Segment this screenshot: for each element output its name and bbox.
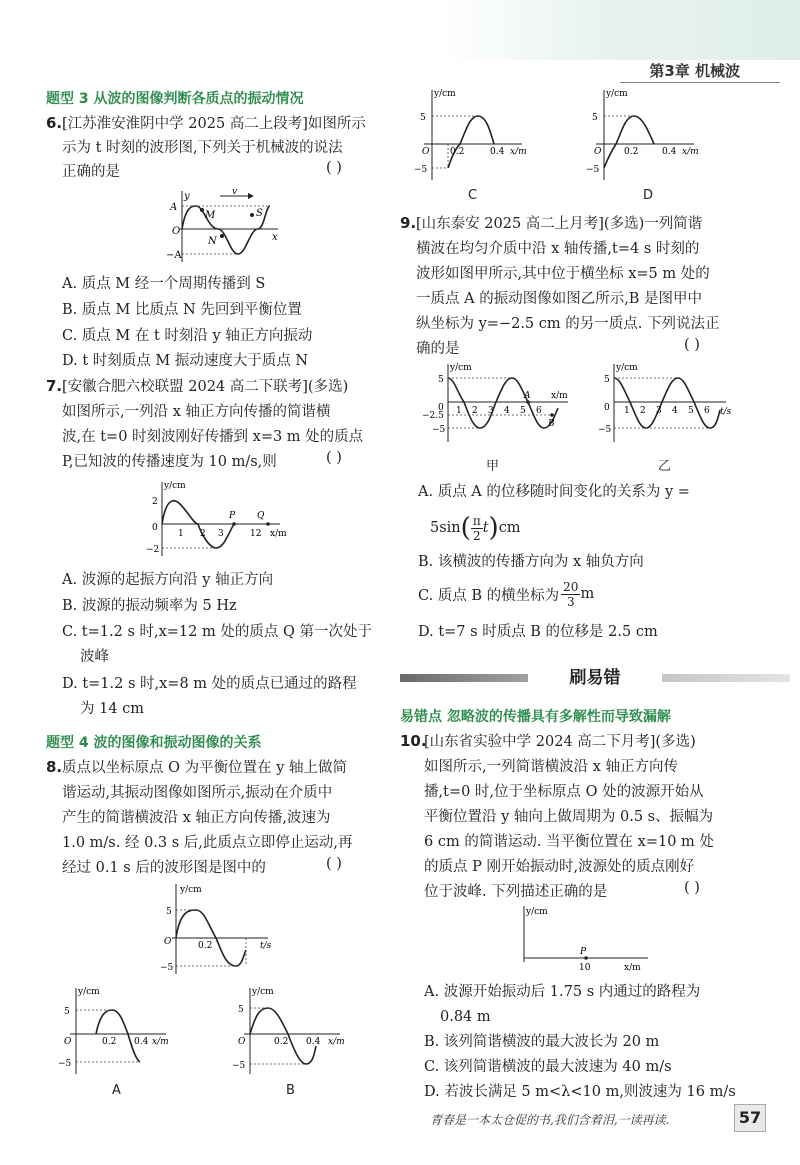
q8a-p5-label: 5 xyxy=(64,1007,70,1017)
q7-P-label: P xyxy=(229,511,236,521)
q9a-tick-1: 1 xyxy=(456,406,462,416)
q9-number: 9. xyxy=(400,214,417,232)
q8b-p5-label: 5 xyxy=(238,1005,244,1015)
q8-line-5: 经过 0.1 s 后的波形图是图中的 xyxy=(62,860,266,876)
q6-x-label: x xyxy=(272,232,278,243)
q9b-origin-label: 0 xyxy=(604,403,610,413)
q10-number: 10. xyxy=(400,732,427,750)
q6-point-S xyxy=(250,213,254,217)
q8b-wave-curve xyxy=(250,1008,316,1064)
q9-formula-lparen: ( xyxy=(460,513,471,543)
q9-option-c-unit: m xyxy=(580,586,595,602)
q7-tick-3: 3 xyxy=(218,529,224,539)
q10-x-label: x/m xyxy=(624,963,641,973)
q9b-vibration-curve xyxy=(614,378,720,428)
q9b-tick-2: 2 xyxy=(640,406,646,416)
q7-y2-label: 2 xyxy=(152,497,158,507)
q6-line-1: [江苏淮安淮阴中学 2025 高二上段考]如图所示 xyxy=(62,116,366,132)
q7-option-c: C. t=1.2 s 时,x=12 m 处的质点 Q 第一次处于 xyxy=(62,624,372,640)
q9-line-4: 一质点 A 的振动图像如图乙所示,B 是图甲中 xyxy=(416,291,703,307)
q6-negA-label: −A xyxy=(166,250,182,261)
q8a-n5-label: −5 xyxy=(58,1059,72,1069)
q10-line-1: [山东省实验中学 2024 高二下月考](多选) xyxy=(424,734,696,750)
q9-formula-rparen: ) xyxy=(488,513,499,543)
error-point-title: 易错点 忽略波的传播具有多解性而导致漏解 xyxy=(400,709,671,725)
q9a-point-B xyxy=(550,413,554,417)
q8d-origin-label: O xyxy=(594,147,602,157)
q9-option-b: B. 该横波的传播方向为 x 轴负方向 xyxy=(418,554,644,570)
q8b-x-label: x/m xyxy=(328,1037,345,1047)
q6-M-label: M xyxy=(205,210,216,221)
q6-line-3: 正确的是 xyxy=(62,164,120,180)
q9b-tick-4: 4 xyxy=(672,406,678,416)
q9-formula-t: t xyxy=(482,520,489,536)
q9-formula-den: 2 xyxy=(472,528,481,543)
q8a-tick-04: 0.4 xyxy=(134,1037,149,1047)
q9-option-c xyxy=(418,576,594,612)
q8a-origin-label: O xyxy=(64,1037,72,1047)
q8-t-label: t/s xyxy=(260,941,272,951)
footer-quote: 青春是一本太仓促的书,我们含着泪,一读再读. xyxy=(430,1113,670,1127)
q9-line-5: 纵坐标为 y=−2.5 cm 的另一质点. 下列说法正 xyxy=(416,316,720,332)
q10-answer-bracket: ( ) xyxy=(684,880,700,896)
q9-formula-num: π xyxy=(472,513,481,528)
q9-answer-bracket: ( ) xyxy=(684,337,700,353)
q7-point-Q xyxy=(266,522,270,526)
q8a-tick-02: 0.2 xyxy=(102,1037,117,1047)
header-rule xyxy=(620,82,780,83)
q8c-tick-04: 0.4 xyxy=(490,147,505,157)
q9a-tick-2: 2 xyxy=(472,406,478,416)
q8a-x-label: x/m xyxy=(152,1037,169,1047)
q9a-tick-6: 6 xyxy=(536,406,542,416)
q6-N-label: N xyxy=(208,236,217,247)
q6-option-d: D. t 时刻质点 M 振动速度大于质点 N xyxy=(62,353,309,369)
q9a-origin-label: 0 xyxy=(438,403,444,413)
q8d-wave-curve xyxy=(604,116,654,168)
q8c-y-label: y/cm xyxy=(434,89,456,99)
q10-line-6: 的质点 P 刚开始振动时,波源处的质点刚好 xyxy=(424,859,695,875)
q9b-y-label: y/cm xyxy=(616,363,638,373)
q6-v-label: v xyxy=(232,188,238,197)
q6-number: 6. xyxy=(46,114,63,132)
q7-line-1: [安徽合肥六校联盟 2024 高二下联考](多选) xyxy=(62,379,349,395)
q9b-tick-5: 5 xyxy=(688,406,694,416)
q8-option-c-figure xyxy=(410,86,535,182)
q9-line-2: 横波在均匀介质中沿 x 轴传播,t=4 s 时刻的 xyxy=(416,241,700,257)
q9-option-c-num: 20 xyxy=(563,579,579,594)
q10-tick-10: 10 xyxy=(579,963,591,973)
q8d-y-label: y/cm xyxy=(606,89,628,99)
q8d-p5-label: 5 xyxy=(592,113,598,123)
q8-option-d-figure xyxy=(582,86,707,182)
q9-option-c-fraction xyxy=(561,580,580,609)
q8a-wave-curve xyxy=(96,1010,140,1062)
chapter-title: 第3章 机械波 xyxy=(649,62,740,80)
q9-line-3: 波形如图甲所示,其中位于横坐标 x=5 m 处的 xyxy=(416,266,710,282)
q8-option-b-figure xyxy=(230,984,355,1076)
q9-formula-unit: cm xyxy=(498,520,521,536)
q9a-tick-4: 4 xyxy=(504,406,510,416)
q9a-n5-label: −5 xyxy=(432,425,446,435)
q9-option-c-text: C. 质点 B 的横坐标为 xyxy=(418,587,560,604)
q6-arrow-head-icon xyxy=(248,193,254,199)
q7-tick-12: 12 xyxy=(250,529,262,539)
q8c-origin-label: O xyxy=(422,147,430,157)
q9a-wave-curve xyxy=(448,378,558,428)
q7-option-b: B. 波源的振动频率为 5 Hz xyxy=(62,598,237,614)
q10-line-5: 6 cm 的简谐运动. 当平衡位置在 x=10 m 处 xyxy=(424,834,714,850)
q8-line-3: 产生的简谐横波沿 x 轴正方向传播,波速为 xyxy=(62,810,331,826)
q9-figure-yi xyxy=(592,362,742,444)
q9a-tick-5: 5 xyxy=(520,406,526,416)
q9a-A-label: A xyxy=(524,391,531,401)
q8b-tick-04: 0.4 xyxy=(306,1037,321,1047)
q8c-x-label: x/m xyxy=(510,147,527,157)
q8-caption-c: C xyxy=(468,188,478,203)
q8-caption-a: A xyxy=(112,1083,121,1098)
q10-option-c: C. 该列简谐横波的最大波速为 40 m/s xyxy=(424,1059,672,1075)
q10-line-3: 播,t=0 时,位于坐标原点 O 处的波源开始从 xyxy=(424,784,704,800)
section-type-3: 题型 3 从波的图像判断各质点的振动情况 xyxy=(46,91,304,107)
q8c-n5-label: −5 xyxy=(414,165,428,175)
q7-option-c-cont: 波峰 xyxy=(80,649,109,665)
q10-option-a-cont: 0.84 m xyxy=(440,1009,491,1025)
q7-answer-bracket: ( ) xyxy=(326,450,342,466)
q6-A-label: A xyxy=(170,202,178,213)
q9-line-6: 确的是 xyxy=(416,341,460,357)
q7-option-a: A. 波源的起振方向沿 y 轴正方向 xyxy=(62,572,274,588)
q9b-n5-label: −5 xyxy=(598,425,612,435)
q8-line-2: 谐运动,其振动图像如图所示,振动在介质中 xyxy=(62,785,333,801)
q9a-y-label: y/cm xyxy=(450,363,472,373)
q6-option-c: C. 质点 M 在 t 时刻沿 y 轴正方向振动 xyxy=(62,328,313,344)
q10-P-label: P xyxy=(580,947,587,957)
q8-p5-label: 5 xyxy=(166,907,172,917)
q9a-p5-label: 5 xyxy=(438,375,444,385)
q9-formula-sin: 5sin xyxy=(430,520,461,536)
q10-option-b: B. 该列简谐横波的最大波长为 20 m xyxy=(424,1034,660,1050)
q9a-tick-3: 3 xyxy=(488,406,494,416)
q9a-n25-label: −2.5 xyxy=(422,411,444,421)
q7-option-d-cont: 为 14 cm xyxy=(80,701,145,717)
q6-y-label: y xyxy=(184,191,190,202)
q6-option-a: A. 质点 M 经一个周期传播到 S xyxy=(62,276,266,292)
q8-vibration-figure xyxy=(150,880,290,976)
q9a-B-label: B xyxy=(548,419,555,429)
page-number: 57 xyxy=(734,1104,766,1132)
q9b-tick-3: 3 xyxy=(656,406,662,416)
q10-y-label: y/cm xyxy=(526,907,548,917)
header-background xyxy=(0,0,800,60)
q8-option-a-figure xyxy=(56,984,176,1076)
q8b-n5-label: −5 xyxy=(232,1061,246,1071)
q10-option-d: D. 若波长满足 5 m<λ<10 m,则波速为 16 m/s xyxy=(424,1084,736,1100)
q8d-n5-label: −5 xyxy=(586,165,600,175)
q10-line-7: 位于波峰. 下列描述正确的是 xyxy=(424,884,608,900)
q9b-tick-6: 6 xyxy=(704,406,710,416)
q7-number: 7. xyxy=(46,377,63,395)
q7-Q-label: Q xyxy=(257,511,265,521)
q8d-x-label: x/m xyxy=(682,147,699,157)
q8b-tick-02: 0.2 xyxy=(274,1037,289,1047)
q9-caption-yi: 乙 xyxy=(658,459,672,474)
q8-n5-label: −5 xyxy=(160,963,174,973)
q8-tick-02: 0.2 xyxy=(198,941,213,951)
q7-x-label: x/m xyxy=(270,529,287,539)
q10-figure xyxy=(508,902,658,974)
q8-origin-label: O xyxy=(164,937,172,947)
q9-caption-jia: 甲 xyxy=(486,459,500,474)
q7-line-2: 如图所示,一列沿 x 轴正方向传播的简谐横 xyxy=(62,404,331,420)
q9-figure-jia xyxy=(418,362,570,444)
q8c-tick-02: 0.2 xyxy=(450,147,465,157)
q9b-t-label: t/s xyxy=(720,407,732,417)
q7-tick-1: 1 xyxy=(178,529,184,539)
q8b-y-label: y/cm xyxy=(252,987,274,997)
q8-caption-d: D xyxy=(643,188,654,203)
q10-line-2: 如图所示,一列简谐横波沿 x 轴正方向传 xyxy=(424,759,679,775)
q9-formula-fraction xyxy=(471,514,483,543)
q8b-origin-label: O xyxy=(238,1037,246,1047)
q6-answer-bracket: ( ) xyxy=(326,160,342,176)
q7-line-4: P,已知波的传播速度为 10 m/s,则 xyxy=(62,454,277,470)
q6-line-2: 示为 t 时刻的波形图,下列关于机械波的说法 xyxy=(62,140,343,156)
q6-waveform-figure xyxy=(160,188,285,266)
q9-option-c-den: 3 xyxy=(566,594,575,609)
q10-option-a: A. 波源开始振动后 1.75 s 内通过的路程为 xyxy=(424,984,701,1000)
q6-S-label: S xyxy=(256,208,263,219)
q7-yn2-label: −2 xyxy=(146,545,160,555)
q10-line-4: 平衡位置沿 y 轴向上做周期为 0.5 s、振幅为 xyxy=(424,809,714,825)
q9b-tick-1: 1 xyxy=(624,406,630,416)
q7-waveform-figure xyxy=(140,478,300,560)
q7-point-P xyxy=(232,522,236,526)
q8-caption-b: B xyxy=(286,1083,295,1098)
q7-y-label: y/cm xyxy=(164,481,186,491)
q9-line-1: [山东泰安 2025 高二上月考](多选)一列简谐 xyxy=(416,216,703,232)
q7-option-d: D. t=1.2 s 时,x=8 m 处的质点已通过的路程 xyxy=(62,676,357,692)
q8d-tick-04: 0.4 xyxy=(662,147,677,157)
q8-line-4: 1.0 m/s. 经 0.3 s 后,此质点立即停止运动,再 xyxy=(62,835,353,851)
band-title: 刷易错 xyxy=(528,664,662,692)
q8-number: 8. xyxy=(46,758,63,776)
q9b-p5-label: 5 xyxy=(604,375,610,385)
q8-answer-bracket: ( ) xyxy=(326,856,342,872)
q8c-wave-curve xyxy=(448,116,494,168)
q9-option-a-formula xyxy=(430,508,521,548)
q8c-p5-label: 5 xyxy=(420,113,426,123)
q8-y-label: y/cm xyxy=(180,885,202,895)
q6-origin-label: O xyxy=(172,226,181,237)
q7-line-3: 波,在 t=0 时刻波刚好传播到 x=3 m 处的质点 xyxy=(62,429,364,445)
q6-point-M xyxy=(200,208,204,212)
q9-option-d: D. t=7 s 时质点 B 的位移是 2.5 cm xyxy=(418,624,658,640)
q6-option-b: B. 质点 M 比质点 N 先回到平衡位置 xyxy=(62,302,302,318)
section-type-4: 题型 4 波的图像和振动图像的关系 xyxy=(46,735,262,751)
q9-option-a-line1: A. 质点 A 的位移随时间变化的关系为 y = xyxy=(418,484,690,500)
q6-point-N xyxy=(220,234,224,238)
q8d-tick-02: 0.2 xyxy=(624,147,639,157)
q9a-x-label: x/m xyxy=(551,391,568,401)
q7-tick-2: 2 xyxy=(200,529,206,539)
q8-line-1: 质点以坐标原点 O 为平衡位置在 y 轴上做简 xyxy=(62,760,348,776)
q8a-y-label: y/cm xyxy=(78,987,100,997)
q7-origin-label: 0 xyxy=(152,523,158,533)
